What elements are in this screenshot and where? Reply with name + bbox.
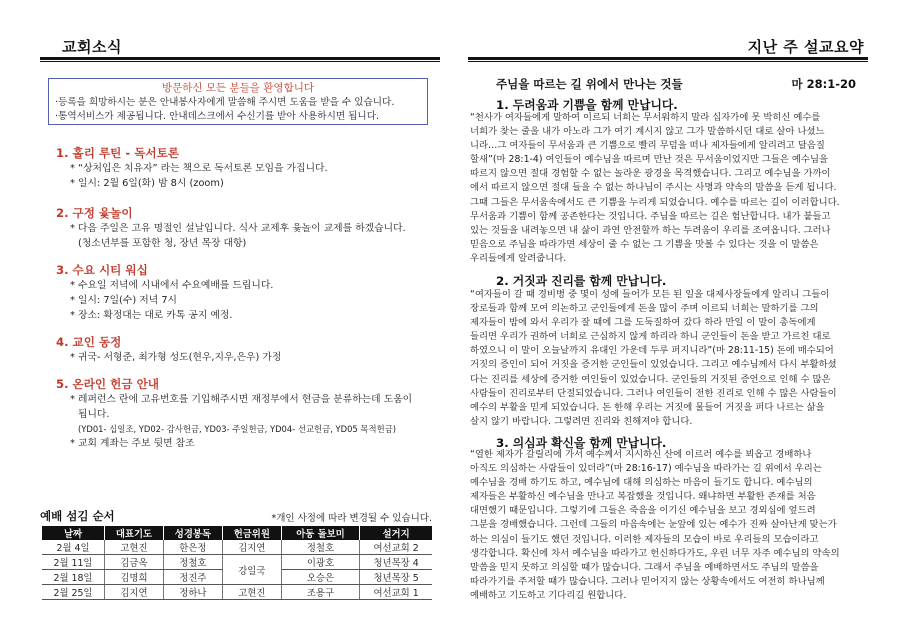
section-title: 1. 홀리 루틴 - 독서토론 [56,146,180,160]
paragraph-line: 예배하고 기도하고 기다리길 원합니다. [470,589,627,601]
paragraph-line: 제자들이 밤에 와서 우리가 잘 때에 그를 도둑질하여 갔다 하라 만일 이 말이 총독에게 [470,317,816,329]
paragraph-line: 그분을 경배했습니다. 그런데 그들의 마음속에는 눈앞에 있는 예수가 진짜 살아난게 맞는가 [470,519,837,531]
section-item: * 일시: 2월 6일(화) 밤 8시 (zoom) [70,178,224,189]
sermon-summary-column [468,0,868,636]
paragraph-line: 거짓의 증인이 되어 거짓을 증거한 군인들이 있었습니다. 그리고 예수님께서 다시 부활하셨 [470,359,837,371]
paragraph-line: 장로들과 함께 모여 의논하고 군인들에게 돈을 많이 주며 이르되 너희는 말하기를 그의 [470,303,819,315]
table-cell: 고현진 [105,540,164,555]
paragraph-line: 다는 진리를 세상에 증거한 여인들이 있었습니다. 군인들의 거짓된 증언으로 인해 수 많은 [470,373,831,385]
col-reading: 성경봉독 [163,526,222,540]
table-cell: 고현진 [222,585,281,600]
col-prayer: 대표기도 [105,526,164,540]
section-item: 됩니다. [78,409,110,420]
service-schedule-table [42,526,432,600]
table-cell: 청년목장 4 [360,555,432,570]
table-cell: 김지연 [222,540,281,555]
paragraph-line: 우리들에게 알려줍니다. [470,252,567,264]
sermon-summary-header: 지난 주 설교요약 [747,38,864,56]
col-childcare: 아동 돌보미 [281,526,359,540]
section-title: 2. 구정 윷놀이 [56,206,133,220]
paragraph-line: 너희가 찾는 줄을 내가 아노라 그가 여기 계시지 않고 그가 말씀하시던 대로 살아 나셨느 [470,126,825,138]
news-section-reading [56,145,432,191]
scripture-reference: 마 28:1-20 [791,77,856,91]
point-paragraph [470,288,868,429]
table-row [42,555,432,570]
section-item: * 수요일 저녁에 시내에서 수요예배를 드립니다. [70,280,274,291]
section-item: * 교회 계좌는 주보 뒷면 참조 [70,438,195,449]
point-paragraph [470,111,868,266]
table-cell: 오승은 [281,570,359,585]
table-cell: 정하나 [163,585,222,600]
table-cell: 청년목장 5 [360,570,432,585]
paragraph-line: “열한 제자가 갈릴리에 가서 예수께서 지시하신 산에 이르러 예수를 뵈옵고 경배하나 [470,449,812,460]
table-cell: 김금옥 [105,555,164,570]
table-row [42,540,432,555]
table-cell: 여선교회 2 [360,540,432,555]
table-cell: 조용구 [281,585,359,600]
service-schedule-note: *개인 사정에 따라 변경될 수 있습니다. [271,513,432,524]
paragraph-line: “여자들이 갈 때 경비병 중 몇이 성에 들어가 모든 된 일을 대제사장들에게 알리니 그들이 [470,289,830,300]
section-title: 5. 온라인 헌금 안내 [56,377,159,391]
table-cell: 정철호 [281,540,359,555]
col-date: 날짜 [42,526,105,540]
section-item: * 레퍼런스 란에 고유번호를 기입해주시면 재정부에서 현금을 분류하는데 도움이 [70,394,413,405]
section-item: (YD01- 십일조, YD02- 감사헌금, YD03- 주일헌금, YD04- 선교헌금, YD05 목적헌금) [78,424,397,434]
paragraph-line: 사람들이 진리로부터 단절되었습니다. 그러나 여인들이 전한 진리로 인해 수 많은 사람들이 [470,387,837,399]
paragraph-line: 하는 의심이 들기도 했던 것입니다. 이러한 제자들의 모습이 바로 우리들의 모습이라고 [470,533,819,545]
point-title: 1. 두려움과 기쁨을 함께 만납니다. [496,98,678,112]
table-cell: 2월 4일 [42,540,105,555]
welcome-line: ·통역서비스가 제공됩니다. 안내데스크에서 수신기를 받아 사용하시면 됩니다. [55,111,380,122]
section-item: (청소년부를 포함한 청, 장년 목장 대항) [78,238,247,249]
paragraph-line: 그때 그들은 무서움속에서도 큰 기쁨을 누리게 되었습니다. 예수를 따르는 길이 이러합니다. [470,196,840,208]
table-cell: 2월 18일 [42,570,105,585]
church-news-column [40,0,440,636]
sermon-title: 주님을 따르는 길 위에서 만나는 것들 [496,77,683,91]
table-cell: 강일국 [222,555,281,585]
table-cell: 이광호 [281,555,359,570]
news-section-yut [56,205,432,251]
paragraph-line: “천사가 여자들에게 말하여 이르되 너희는 무서워하지 말라 십자가에 못 박히신 예수를 [470,112,821,123]
church-news-header: 교회소식 [62,38,122,56]
table-cell: 김명희 [105,570,164,585]
point-title: 2. 거짓과 진리를 함께 만납니다. [496,274,667,288]
header-rule-thin [40,61,440,62]
point-title: 3. 의심과 확신을 함께 만납니다. [496,436,667,450]
table-cell: 2월 11일 [42,555,105,570]
section-item: * “상처입은 치유자” 라는 책으로 독서토론 모임을 가집니다. [70,163,328,174]
section-item: * 귀국- 서형준, 최가형 성도(현우,지우,은우) 가정 [70,352,282,363]
col-dishes: 설거지 [360,526,432,540]
table-cell: 김지연 [105,585,164,600]
paragraph-line: 말씀을 믿지 못하고 의심할 때가 많습니다. 그래서 주님을 예배하면서도 주님의 말씀을 [470,561,819,573]
section-item: * 일시: 7일(수) 저녁 7시 [70,295,178,306]
table-cell: 여선교회 1 [360,585,432,600]
paragraph-line: 할새”(마 28:1-4) 여인들이 예수님을 따르며 만난 것은 무서움이었지만 그들은 예수님을 [470,154,828,166]
col-offering: 헌금위원 [222,526,281,540]
service-schedule-title: 예배 섬김 순서 [40,509,115,523]
section-item: * 다음 주일은 고유 명절인 설날입니다. 식사 교제후 윷놀이 교제를 하겠습니다. [70,223,406,234]
sermon-title-row [496,76,856,92]
welcome-title: 방문하신 모든 분들을 환영합니다 [161,82,314,94]
table-header-row [42,526,432,540]
news-section-worship [56,262,432,323]
paragraph-line: 대면했기 때문입니다. 그렇기에 그들은 죽음을 이기신 예수님을 보고 경외심에 엎드려 [470,505,816,517]
section-title: 4. 교인 동정 [56,335,122,349]
paragraph-line: 있는 것들을 내려놓으면 내 삶이 과연 안전할까 하는 두려움이 우리를 조여옵니다. 그러나 [470,224,831,236]
section-item: * 장소: 확정대는 대로 카톡 공지 예정. [70,310,233,321]
paragraph-line: 따르지 않으면 절대 경험할 수 없는 놀라운 광경을 목격했습니다. 그리고 예수님을 가까이 [470,168,831,180]
table-cell: 2월 25일 [42,585,105,600]
welcome-line: ·등록을 희망하시는 분은 안내봉사자에게 말씀해 주시면 도움을 받을 수 있습니다. [55,97,395,108]
table-cell: 정철호 [163,555,222,570]
paragraph-line: 아직도 의심하는 사람들이 있더라”(마 28:16-17) 예수님을 따라가는 길 위에서 우리는 [470,463,822,475]
paragraph-line: 살지 않기 바랍니다. 그렇려면 진리와 친해져야 합니다. [470,415,693,427]
paragraph-line: 예수의 부활을 믿게 되었습니다. 돈 한해 우리는 거짓에 물들어 거짓을 퍼다 나르는 삶을 [470,401,825,413]
paragraph-line: 제자들은 부활하신 예수님을 만나고 복잡했을 것입니다. 왜냐하면 부활한 존재를 처음 [470,491,816,503]
paragraph-line: 믿음으로 주님을 따라가면 세상이 줄 수 없는 그 기쁨을 맛볼 수 있다는 것을 이 말씀은 [470,238,819,250]
table-cell: 한은정 [163,540,222,555]
news-section-members [56,334,432,365]
point-paragraph [470,448,868,603]
paragraph-line: 에서 따르지 않으면 절대 들을 수 없는 하나님이 주시는 사명과 약속의 말씀을 듣게 됩니다. [470,182,837,194]
paragraph-line: 들리면 우리가 권하여 너희로 근심하지 않게 하리라 하니 군인들이 돈을 받고 가르친 대로 [470,331,831,343]
table-cell: 정진주 [163,570,222,585]
header-rule [40,57,440,60]
news-section-offering [56,376,432,451]
paragraph-line: 생각합니다. 확신에 차서 예수님을 따라가고 헌신하다가도, 우린 너무 자주 예수님의 약속의 [470,547,840,559]
header-rule-thin [468,61,868,62]
section-title: 3. 수요 시티 워십 [56,263,148,277]
paragraph-line: 예수님을 경배 하기도 하고, 예수님에 대해 의심하는 마음이 들기도 합니다. 예수님의 [470,477,813,489]
paragraph-line: 하였으니 이 말이 오늘날까지 유대인 가운데 두루 퍼지니라”(마 28:11-15) 돈에 매수되어 [470,345,834,357]
table-row [42,585,432,600]
header-rule [468,57,868,60]
paragraph-line: 니라…그 여자들이 무서움과 큰 기쁨으로 빨리 무덤을 떠나 제자들에게 알리려고 달음질 [470,140,825,152]
paragraph-line: 무서움과 기쁨이 함께 공존한다는 것입니다. 주님을 따르는 길은 험난합니다. 내가 붙들고 [470,210,831,222]
welcome-box [48,78,428,125]
paragraph-line: 따라가기를 주저할 때가 많습니다. 그러나 믿어지지 않는 상황속에서도 여전히 하나님께 [470,575,825,587]
